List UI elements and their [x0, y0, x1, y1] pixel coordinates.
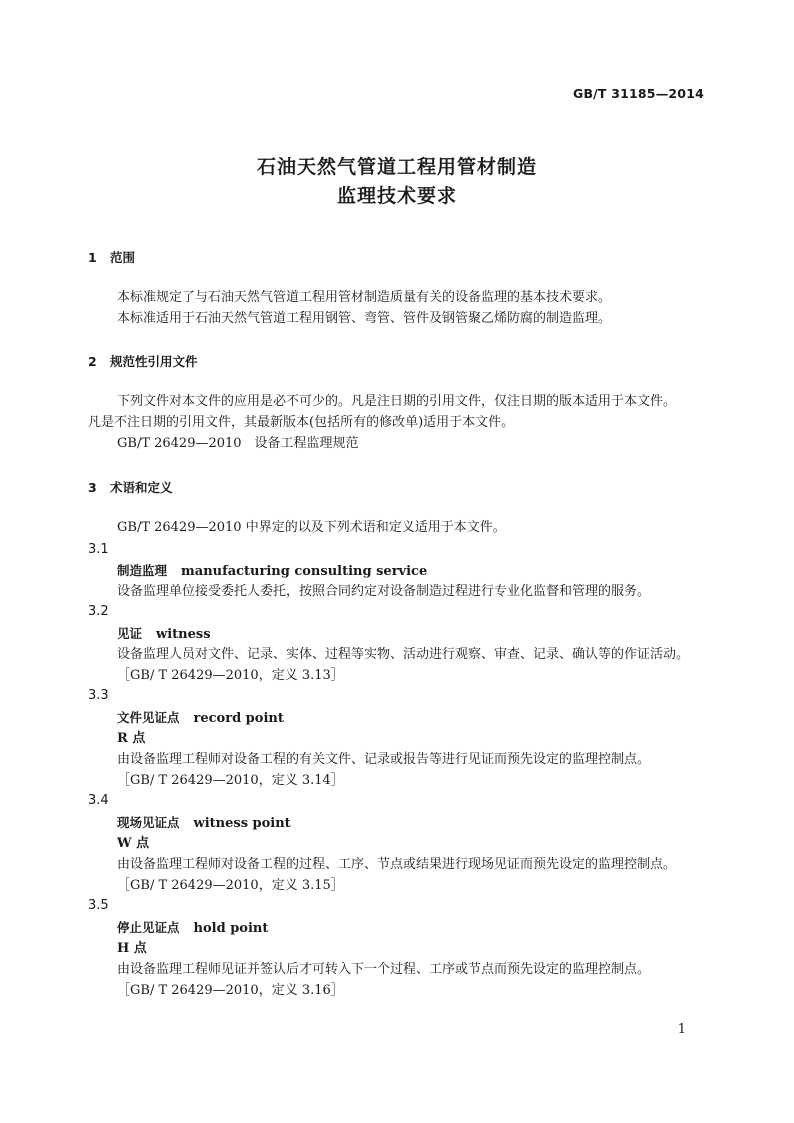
- document-title-line2: 监理技术要求: [336, 185, 457, 207]
- term-source: ［GB/ T 26429—2010，定义 3.16］: [117, 983, 344, 998]
- scope-paragraph-1: 本标准规定了与石油天然气管道工程用管材制造质量有关的设备监理的基本技术要求。: [117, 290, 612, 305]
- term-heading: [117, 813, 291, 834]
- section-1-heading: [88, 248, 135, 266]
- term-definition: 由设备监理工程师对设备工程的过程、工序、节点或结果进行现场见证而预先设定的监理控制点。: [117, 857, 677, 872]
- section-2-heading: [88, 352, 198, 370]
- section-title: 规范性引用文件: [110, 354, 198, 369]
- term-number: 3.2: [88, 604, 109, 619]
- term-number: 3.5: [88, 898, 109, 913]
- term-number: 3.3: [88, 688, 109, 703]
- term-chinese: 现场见证点: [117, 815, 180, 830]
- term-number: 3.4: [88, 793, 109, 808]
- term-english: witness: [156, 627, 211, 642]
- term-english: manufacturing consulting service: [181, 564, 428, 579]
- document-title-line1: 石油天然气管道工程用管材制造: [256, 156, 537, 178]
- term-definition: 由设备监理工程师对设备工程的有关文件、记录或报告等进行见证而预先设定的监理控制点。: [117, 752, 651, 767]
- scope-paragraph-2: 本标准适用于石油天然气管道工程用钢管、弯管、管件及钢管聚乙烯防腐的制造监理。: [117, 311, 612, 326]
- term-english: hold point: [193, 921, 269, 936]
- term-definition: 设备监理单位接受委托人委托，按照合同约定对设备制造过程进行专业化监督和管理的服务。: [117, 584, 651, 599]
- normative-paragraph-line1: 下列文件对本文件的应用是必不可少的。凡是注日期的引用文件，仅注日期的版本适用于本文件。: [117, 394, 677, 409]
- term-definition: 设备监理人员对文件、记录、实体、过程等实物、活动进行观察、审查、记录、确认等的作证活动。: [117, 647, 690, 662]
- term-abbreviation: H 点: [117, 941, 147, 956]
- section-number: 3: [88, 480, 97, 495]
- standard-code: GB/T 31185—2014: [572, 86, 704, 101]
- section-number: 2: [88, 354, 97, 369]
- section-title: 术语和定义: [110, 480, 173, 495]
- term-english: record point: [193, 711, 284, 726]
- normative-paragraph-line2: 凡是不注日期的引用文件，其最新版本(包括所有的修改单)适用于本文件。: [88, 415, 515, 430]
- term-source: ［GB/ T 26429—2010，定义 3.13］: [117, 668, 344, 683]
- term-source: ［GB/ T 26429—2010，定义 3.14］: [117, 773, 344, 788]
- term-heading: [117, 624, 211, 645]
- term-heading: [117, 918, 268, 939]
- term-source: ［GB/ T 26429—2010，定义 3.15］: [117, 878, 344, 893]
- page-number: 1: [677, 1022, 686, 1037]
- terms-intro: GB/T 26429—2010 中界定的以及下列术语和定义适用于本文件。: [117, 520, 506, 535]
- section-title: 范围: [110, 250, 136, 265]
- section-number: 1: [88, 250, 97, 265]
- normative-reference: GB/T 26429—2010 设备工程监理规范: [117, 436, 359, 451]
- term-abbreviation: R 点: [117, 731, 146, 746]
- section-3-heading: [88, 478, 173, 496]
- term-chinese: 停止见证点: [117, 920, 180, 935]
- term-chinese: 见证: [117, 626, 143, 641]
- term-chinese: 文件见证点: [117, 710, 180, 725]
- term-heading: [117, 708, 284, 729]
- term-heading: [117, 561, 427, 582]
- term-number: 3.1: [88, 542, 109, 557]
- term-definition: 由设备监理工程师见证并签认后才可转入下一个过程、工序或节点而预先设定的监理控制点。: [117, 962, 651, 977]
- term-chinese: 制造监理: [117, 563, 168, 578]
- term-english: witness point: [193, 816, 291, 831]
- term-abbreviation: W 点: [117, 836, 150, 851]
